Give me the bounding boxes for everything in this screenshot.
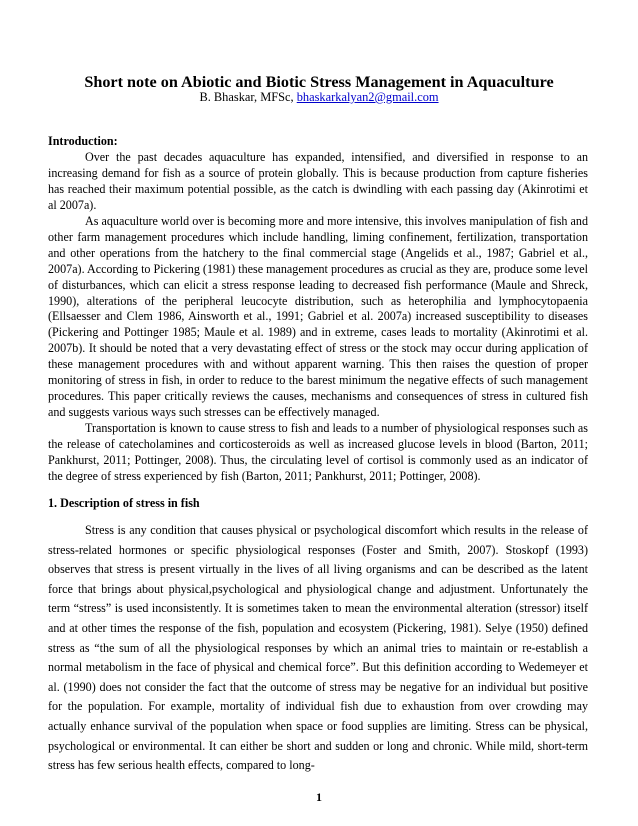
section-1-paragraph: Stress is any condition that causes physical or psychological discomfort which results in the release of stress-related hormones or specific physiological responses (Foster and Smith, 2007). Stoskopf (1993) observes that stress is present virtually in the lives of all living organisms and can be described as the latent force that brings about physical,psychological and physiological change and adjustment. Unfortunately the term “stress” is used inconsistently. It is sometimes taken to mean the environmental alteration (stressor) itself and at other times the response of the fish, population and ecosystem (Pickering, 1981). Selye (1950) defined stress as “the sum of all the physiological responses by which an animal tries to maintain or re-establish a normal metabolism in the face of physical and chemical force”. But this definition according to Wedemeyer et al. (1990) does not consider the fact that the outcome of stress may be negative for an individual but positive for the population. For example, mortality of individual fish due to exhaustion from over crowding may actually enhance survival of the population when space or food supplies are limiting. Stress can be physical, psychological or environmental. It can either be short and sudden or long and chronic. While mild, short-term stress has few serious health effects, compared to long-: [48, 523, 588, 773]
description-section: [48, 496, 588, 773]
author-name: B. Bhaskar, MFSc,: [199, 90, 297, 104]
paper-title: Short note on Abiotic and Biotic Stress Management in Aquaculture: [84, 73, 554, 91]
introduction-heading: Introduction:: [48, 134, 118, 148]
intro-paragraph-1: Over the past decades aquaculture has expanded, intensified, and diversified in response to an increasing demand for fish as a source of protein globally. This is because production from capture fisheries has reached their maximum potential possible, as the catch is dwindling with each passing day (Akinrotimi et al 2007a).: [48, 149, 588, 212]
author-line: [0, 89, 638, 105]
author-email-link[interactable]: bhaskarkalyan2@gmail.com: [296, 90, 439, 104]
introduction-section: [48, 134, 588, 485]
page-number: 1: [316, 790, 322, 804]
intro-paragraph-2: As aquaculture world over is becoming more and more intensive, this involves manipulation of fish and other farm management procedures which include handling, liming confinement, fertilization, transportation and other operations from the hatchery to the final commercial stage (Angelids et al., 1987; Gabriel et al., 2007a). According to Pickering (1981) these management procedures as crucial as they are, produce some level of disturbances, which can elicit a stress response leading to decreased fish performance (Maule and Shreck, 1990), alterations of the peripheral leucocyte distribution, such as heterophilia and lymphocytopaenia (Ellsaesser and Clem 1986, Ainsworth et al., 1991; Gabriel et al. 2007a) increased susceptibility to diseases (Pickering and Pottinger 1985; Maule et al. 1989) and in extreme, cases leads to mortality (Akinrotimi et al. 2007b). It should be noted that a very devastating effect of stress or the stock may occur during application of these management procedures with and without apparent warning. This then raises the question of proper monitoring of stress in fish, in order to reduce to the barest minimum the negative effects of such management procedures. This paper critically reviews the causes, mechanisms and consequences of stress in cultured fish and suggests various ways such stresses can be effectively managed.: [48, 213, 588, 420]
section-1-heading: 1. Description of stress in fish: [48, 496, 200, 510]
intro-paragraph-3: Transportation is known to cause stress to fish and leads to a number of physiological responses such as the release of catecholamines and corticosteroids as well as increased glucose levels in blood (Barton, 2011; Pankhurst, 2011; Pottinger, 2008). Thus, the circulating level of cortisol is commonly used as an indicator of the degree of stress experienced by fish (Barton, 2011; Pankhurst, 2011; Pottinger, 2008).: [48, 421, 588, 484]
